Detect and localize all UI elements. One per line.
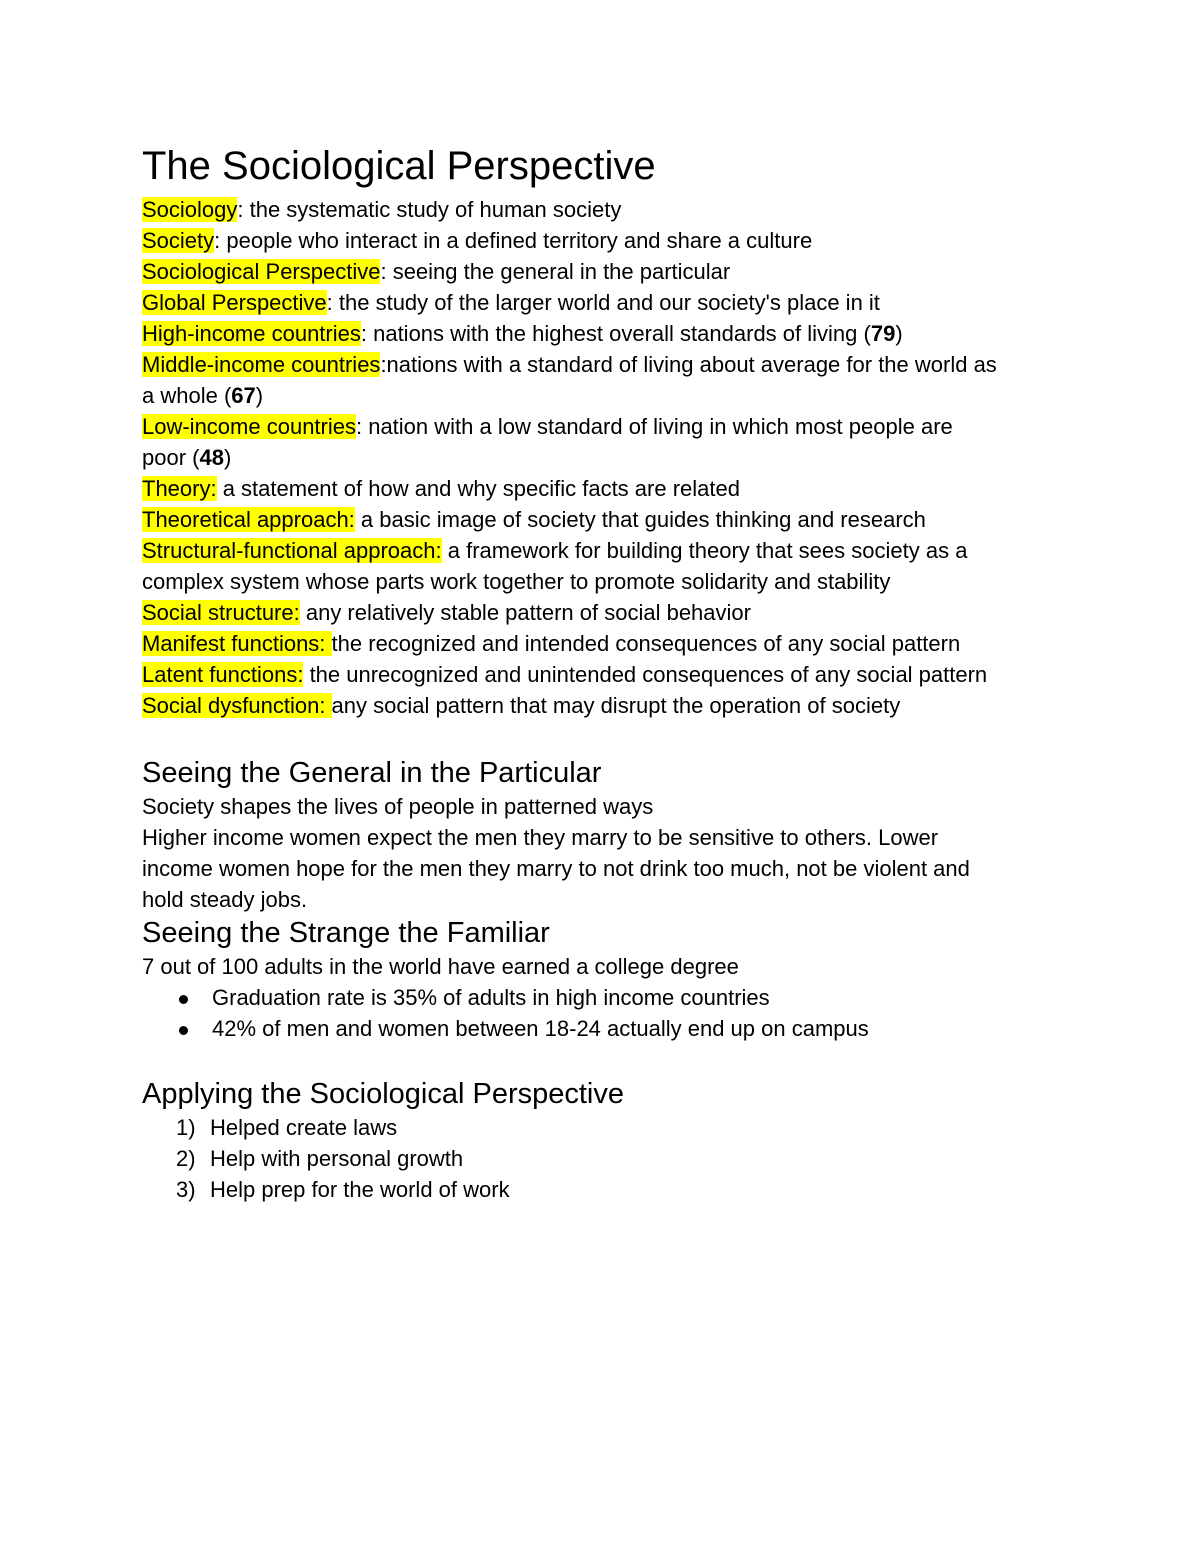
paren-close: ) [895, 321, 903, 346]
definition-term: Sociological Perspective [142, 259, 381, 284]
definition-text: poor ( [142, 445, 200, 470]
definition-social-dysfunction [142, 690, 1072, 721]
paragraph-line: Higher income women expect the men they marry to be sensitive to others. Lower [142, 825, 939, 850]
definition-term: Middle-income countries [142, 352, 381, 377]
definition-text: a basic image of society that guides thinking and research [354, 507, 926, 532]
country-count: 79 [870, 321, 896, 346]
definition-text: a whole ( [142, 383, 232, 408]
list-item [142, 1013, 1072, 1044]
definition-term: High-income countries [142, 321, 361, 346]
definitions-list [142, 194, 1072, 721]
section-heading: Seeing the Strange the Familiar [142, 917, 550, 949]
definition-term: Social structure: [142, 600, 300, 625]
definition-society [142, 225, 1072, 256]
definition-term: Latent functions: [142, 662, 304, 687]
definition-low-income [142, 411, 1072, 442]
list-item-text: 42% of men and women between 18-24 actually end up on campus [212, 1016, 869, 1041]
definition-term: Theoretical approach: [142, 507, 355, 532]
definition-low-income-cont [142, 442, 1072, 473]
definition-text: : the systematic study of human society [237, 197, 622, 222]
section-general-in-particular [142, 755, 1072, 915]
country-count: 48 [199, 445, 224, 470]
definition-text: the recognized and intended consequences of any social pattern [331, 631, 961, 656]
section-heading: Seeing the General in the Particular [142, 757, 602, 789]
definition-middle-income [142, 349, 1072, 380]
definition-term: Theory: [142, 476, 217, 501]
spacer [142, 1044, 1072, 1076]
paren-close: ) [223, 445, 232, 470]
list-item [142, 1112, 1072, 1143]
section-strange-familiar [142, 915, 1072, 1044]
list-item [142, 982, 1072, 1013]
definition-term: Social dysfunction: [142, 693, 332, 718]
paragraph-line: Society shapes the lives of people in patterned ways [142, 794, 654, 819]
definition-text: : seeing the general in the particular [380, 259, 731, 284]
definition-theoretical-approach [142, 504, 1072, 535]
list-item [142, 1143, 1072, 1174]
page-title: The Sociological Perspective [142, 144, 656, 188]
list-item-text: Graduation rate is 35% of adults in high income countries [212, 985, 770, 1010]
definition-sociological-perspective [142, 256, 1072, 287]
definition-term: Low-income countries [142, 414, 356, 439]
document-page [142, 140, 1072, 1205]
spacer [142, 721, 1072, 755]
bullet-icon [179, 1026, 188, 1035]
definition-text: the unrecognized and unintended consequences of any social pattern [303, 662, 988, 687]
country-count: 67 [231, 383, 256, 408]
paragraph-line: 7 out of 100 adults in the world have earned a college degree [142, 954, 739, 979]
definition-latent-functions [142, 659, 1072, 690]
bullet-icon [179, 995, 188, 1004]
definition-text: any social pattern that may disrupt the operation of society [331, 693, 901, 718]
list-number: 3) [176, 1177, 196, 1202]
definition-middle-income-cont [142, 380, 1072, 411]
definition-text: : the study of the larger world and our society's place in it [326, 290, 880, 315]
list-item [142, 1174, 1072, 1205]
definition-term: Structural-functional approach: [142, 538, 442, 563]
numbered-list [142, 1112, 1072, 1205]
section-heading: Applying the Sociological Perspective [142, 1078, 624, 1110]
definition-manifest-functions [142, 628, 1072, 659]
list-item-text: Helped create laws [210, 1115, 398, 1140]
definition-text: : nation with a low standard of living in which most people are [355, 414, 953, 439]
definition-global-perspective [142, 287, 1072, 318]
section-applying-perspective [142, 1076, 1072, 1205]
list-item-text: Help with personal growth [210, 1146, 464, 1171]
definition-term: Society [142, 228, 215, 253]
definition-text: :nations with a standard of living about average for the world as [380, 352, 997, 377]
definition-high-income [142, 318, 1072, 349]
definition-text: complex system whose parts work together to promote solidarity and stability [142, 569, 891, 594]
definition-text: : nations with the highest overall standards of living ( [360, 321, 871, 346]
paren-close: ) [255, 383, 264, 408]
list-number: 2) [176, 1146, 196, 1171]
definition-text: any relatively stable pattern of social behavior [299, 600, 751, 625]
definition-term: Global Perspective [142, 290, 327, 315]
paragraph-line: income women hope for the men they marry to not drink too much, not be violent and [142, 856, 970, 881]
list-item-text: Help prep for the world of work [210, 1177, 510, 1202]
definition-text: a framework for building theory that sees society as a [441, 538, 968, 563]
definition-text: : people who interact in a defined territory and share a culture [214, 228, 813, 253]
definition-social-structure [142, 597, 1072, 628]
paragraph-line: hold steady jobs. [142, 887, 308, 912]
definition-term: Sociology [142, 197, 238, 222]
definition-structural-functional [142, 535, 1072, 566]
definition-term: Manifest functions: [142, 631, 332, 656]
definition-theory [142, 473, 1072, 504]
definition-text: a statement of how and why specific facts are related [216, 476, 740, 501]
definition-structural-functional-cont [142, 566, 1072, 597]
list-number: 1) [176, 1115, 196, 1140]
bullet-list [142, 982, 1072, 1044]
definition-sociology [142, 194, 1072, 225]
